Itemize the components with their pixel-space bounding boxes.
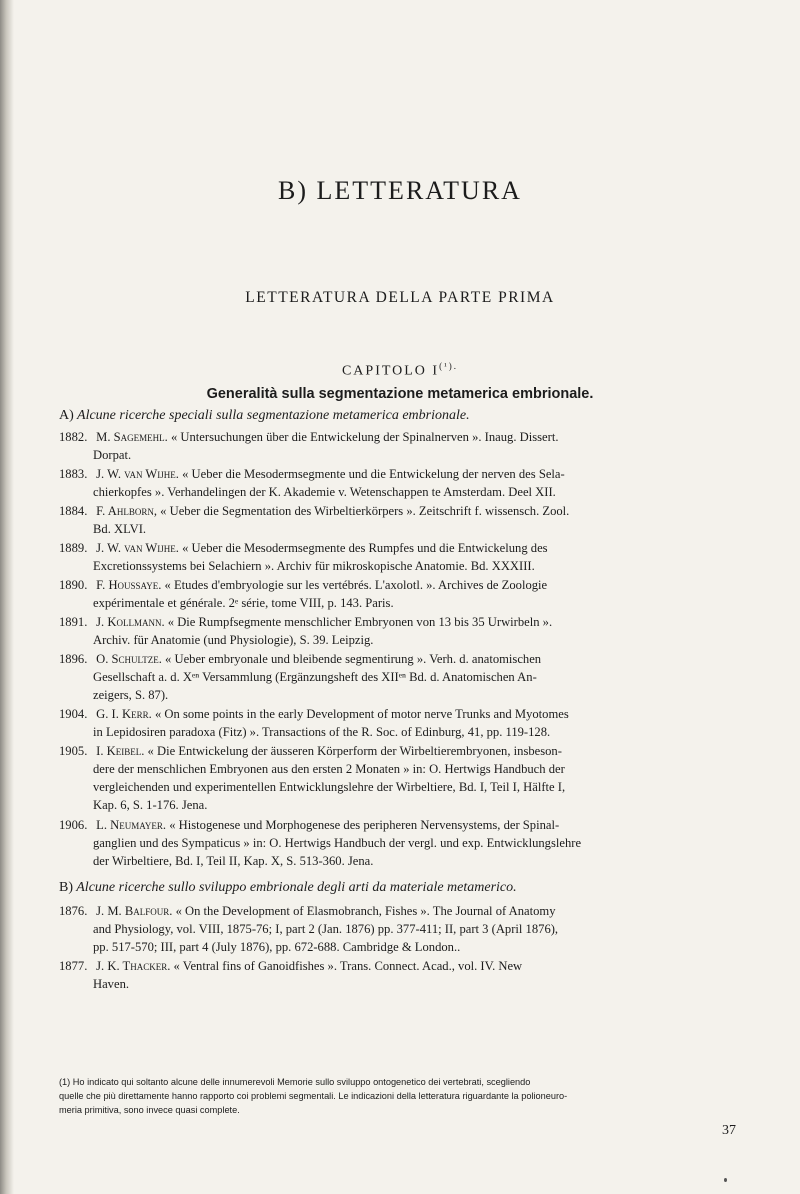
entry-year: 1906.: [59, 818, 88, 832]
entry-text: dere der menschlichen Embryonen aus den ersten 2 Monaten » in: O. Hertwigs Handbuch der: [93, 762, 565, 776]
entry-text: « Die Entwickelung der äusseren Körperform der Wirbeltierembryonen, insbeson-: [147, 744, 562, 758]
entry-author: M. Sagemehl.: [96, 430, 168, 444]
section-b-letter: B): [59, 880, 73, 895]
bibliography-entry: [59, 613, 763, 649]
footnote-line: (1) Ho indicato qui soltanto alcune delle innumerevoli Memorie sullo sviluppo ontogenetico dei vertebrati, scegliendo: [59, 1077, 531, 1087]
entry-author: J. W. van Wijhe.: [96, 541, 179, 555]
footnote-line: quelle che più direttamente hanno rapporto coi problemi segmentali. Le indicazioni della letteratura riguardante la polioneuro-: [59, 1091, 568, 1101]
entry-text: Archiv. für Anatomie (und Physiologie), S. 39. Leipzig.: [93, 633, 374, 647]
page-number: 37: [722, 1123, 736, 1138]
bibliography-entry: [59, 816, 763, 870]
footnote-line: meria primitiva, sono invece quasi complete.: [59, 1105, 240, 1115]
entry-text: « Ueber die Mesodermsegmente und die Entwickelung der nerven des Sela-: [182, 467, 565, 481]
entry-year: 1882.: [59, 430, 88, 444]
entry-year: 1883.: [59, 467, 88, 481]
entry-text: « On the Development of Elasmobranch, Fishes ». The Journal of Anatomy: [175, 904, 556, 918]
entry-year: 1904.: [59, 707, 88, 721]
section-b-heading: [59, 880, 759, 896]
entry-year: 1891.: [59, 615, 88, 629]
entry-author: L. Neumayer.: [96, 818, 167, 832]
entry-text: « Untersuchungen über die Entwickelung der Spinalnerven ». Inaug. Dissert.: [170, 430, 559, 444]
section-b-title: Alcune ricerche sullo sviluppo embrionale degli arti da materiale metamerico.: [76, 880, 517, 895]
chapter-label: CAPITOLO I: [341, 363, 440, 379]
topic-heading: Generalità sulla segmentazione metamerica embrionale.: [206, 386, 594, 402]
footnote: [59, 1075, 763, 1117]
entry-year: 1889.: [59, 541, 88, 555]
section-a-heading: [59, 408, 759, 424]
entry-text: « Die Rumpfsegmente menschlicher Embryonen von 13 bis 35 Urwirbeln ».: [167, 615, 553, 629]
entry-author: O. Schultze.: [96, 652, 162, 666]
entry-author: F. Houssaye.: [96, 578, 162, 592]
entry-author: J. Kollmann.: [96, 615, 165, 629]
section-a-title: Alcune ricerche speciali sulla segmentazione metamerica embrionale.: [77, 408, 470, 423]
entry-text: « Etudes d'embryologie sur les vertébrés. L'axolotl. ». Archives de Zoologie: [164, 578, 548, 592]
entry-text: pp. 517-570; III, part 4 (July 1876), pp. 672-688. Cambridge & London..: [93, 940, 461, 954]
entry-year: 1890.: [59, 578, 88, 592]
bibliography-entry: [59, 902, 763, 956]
entry-text: vergleichenden und experimentellen Entwicklungslehre der Wirbeltiere, Bd. I, Teil I, Hälfte I,: [93, 780, 566, 794]
bibliography-entry: [59, 539, 763, 575]
main-heading: B) LETTERATURA: [278, 176, 522, 205]
entry-text: and Physiology, vol. VIII, 1875-76; I, part 2 (Jan. 1876) pp. 377-411; II, part 3 (April 1876),: [93, 922, 559, 936]
entry-text: Kap. 6, S. 1-176. Jena.: [93, 798, 208, 812]
entry-author: J. K. Thacker.: [96, 959, 171, 973]
entry-text: Excretionssystems bei Selachiern ». Archiv für mikroskopische Anatomie. Bd. XXXIII.: [93, 559, 535, 573]
bibliography-entry: [59, 742, 763, 814]
entry-text: chierkopfes ». Verhandelingen der K. Akademie v. Wetenschappen te Amsterdam. Deel XII.: [93, 485, 556, 499]
bibliography-entry: [59, 576, 763, 612]
section-a-letter: A): [59, 408, 74, 423]
chapter-footnote-mark: (¹).: [439, 361, 459, 371]
bibliography-entry: [59, 465, 763, 501]
entry-text: expérimentale et générale. 2ᵉ série, tome VIII, p. 143. Paris.: [93, 596, 394, 610]
chapter-heading: [0, 361, 800, 380]
entry-year: 1896.: [59, 652, 88, 666]
bibliography-entry: [59, 705, 763, 741]
entry-year: 1877.: [59, 959, 88, 973]
entry-text: « Ueber embryonale und bleibende segmentirung ». Verh. d. anatomischen: [165, 652, 542, 666]
entry-author: I. Keibel.: [96, 744, 145, 758]
entry-author: F. Ahlborn,: [96, 504, 157, 518]
print-speck: [724, 1178, 727, 1182]
entry-text: ganglien und des Sympaticus » in: O. Hertwigs Handbuch der vergl. und exp. Entwicklungslehre: [93, 836, 582, 850]
bibliography-entry: [59, 502, 763, 538]
bibliography-entry: [59, 957, 763, 993]
entry-year: 1905.: [59, 744, 88, 758]
bibliography-entry: [59, 650, 763, 704]
entry-text: Bd. XLVI.: [93, 522, 147, 536]
entry-text: Haven.: [93, 977, 130, 991]
entry-text: « Histogenese und Morphogenese des peripheren Nervensystems, der Spinal-: [169, 818, 560, 832]
sub-heading: LETTERATURA DELLA PARTE PRIMA: [245, 289, 555, 306]
entry-author: G. I. Kerr.: [96, 707, 152, 721]
bibliography-entry: [59, 428, 763, 464]
entry-text: der Wirbeltiere, Bd. I, Teil II, Kap. X, S. 513-360. Jena.: [93, 854, 374, 868]
entry-text: « Ventral fins of Ganoidfishes ». Trans. Connect. Acad., vol. IV. New: [173, 959, 523, 973]
entry-year: 1884.: [59, 504, 88, 518]
entry-year: 1876.: [59, 904, 88, 918]
entry-text: « Ueber die Mesodermsegmente des Rumpfes und die Entwickelung des: [182, 541, 548, 555]
entry-text: Dorpat.: [93, 448, 132, 462]
entry-text: in Lepidosiren paradoxa (Fitz) ». Transactions of the R. Soc. of Edinburg, 41, pp. 119-128.: [93, 725, 551, 739]
entry-author: J. M. Balfour.: [96, 904, 173, 918]
entry-text: « Ueber die Segmentation des Wirbeltierkörpers ». Zeitschrift f. wissensch. Zool.: [160, 504, 570, 518]
entry-author: J. W. van Wijhe.: [96, 467, 179, 481]
entry-text: Gesellschaft a. d. Xᵉⁿ Versammlung (Ergänzungsheft des XIIᵉⁿ Bd. d. Anatomischen An-: [93, 670, 537, 684]
entry-text: « On some points in the early Development of motor nerve Trunks and Myotomes: [154, 707, 569, 721]
entry-text: zeigers, S. 87).: [93, 688, 169, 702]
